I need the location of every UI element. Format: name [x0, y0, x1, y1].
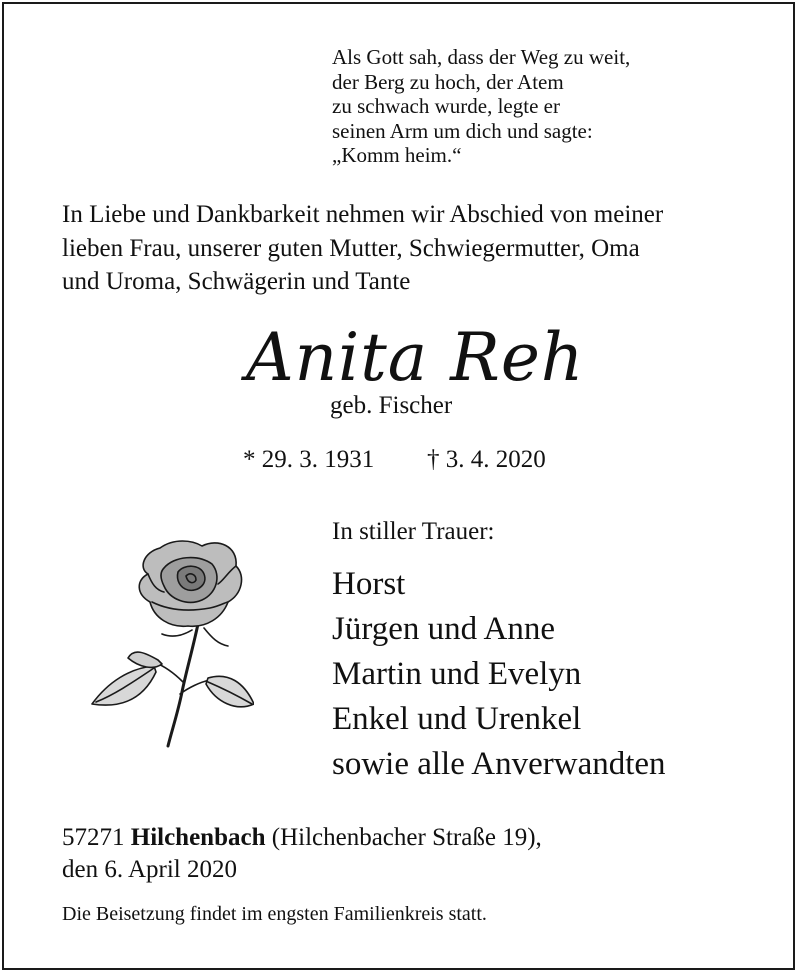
mourning-heading: In stiller Trauer: [332, 518, 495, 545]
deceased-name: Anita Reh [246, 319, 585, 396]
birth-date: * 29. 3. 1931 [243, 446, 375, 473]
poem-line: zu schwach wurde, legte er [332, 94, 560, 119]
birth-name: geb. Fischer [330, 392, 453, 419]
intro-text [62, 198, 663, 299]
city: Hilchenbach [130, 824, 266, 851]
poem-line: „Komm heim.“ [332, 143, 462, 168]
address-line [62, 822, 542, 854]
rose-icon [88, 532, 254, 748]
poem-line: Als Gott sah, dass der Weg zu weit, [332, 45, 631, 69]
mourner-name: sowie alle Anverwandten [332, 746, 666, 782]
mourner-name: Enkel und Urenkel [332, 701, 582, 737]
postal-code: 57271 [62, 824, 125, 851]
mourner-name: Horst [332, 566, 406, 602]
death-date: † 3. 4. 2020 [427, 446, 546, 473]
mourners-list [332, 562, 666, 787]
poem-line: seinen Arm um dich und sagte: [332, 118, 593, 143]
poem [332, 45, 630, 168]
date-line: den 6. April 2020 [62, 856, 237, 883]
burial-note: Die Beisetzung findet im engsten Familienkreis statt. [62, 903, 487, 925]
poem-line: der Berg zu hoch, der Atem [332, 69, 564, 94]
mourner-name: Jürgen und Anne [332, 611, 556, 647]
street: (Hilchenbacher Straße 19), [271, 824, 542, 851]
intro-line: In Liebe und Dankbarkeit nehmen wir Abschied von meiner [62, 201, 664, 228]
mourner-name: Martin und Evelyn [332, 656, 582, 692]
intro-line: lieben Frau, unserer guten Mutter, Schwiegermutter, Oma [62, 234, 640, 262]
address-block [62, 822, 542, 886]
intro-line: und Uroma, Schwägerin und Tante [62, 268, 411, 295]
